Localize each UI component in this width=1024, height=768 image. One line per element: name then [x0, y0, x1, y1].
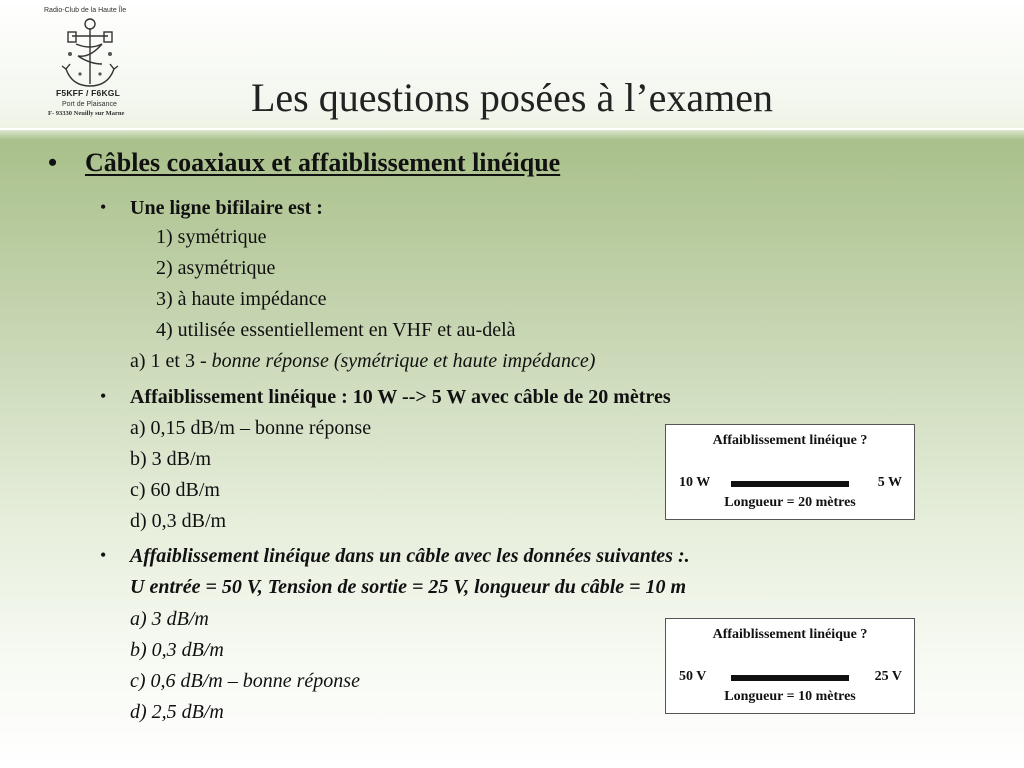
- club-address: F- 93330 Neuilly sur Marne: [48, 110, 125, 117]
- cable-icon: [731, 481, 849, 487]
- header-divider: [0, 128, 1024, 130]
- diagram-1-length: Longueur = 20 mètres: [724, 495, 856, 510]
- q3-option-c: c) 0,6 dB/m – bonne réponse: [130, 670, 360, 692]
- club-callsign: F5KFF / F6KGL: [56, 88, 120, 98]
- question-3-line-1: Affaiblissement linéique dans un câble avec les données suivantes :.: [130, 545, 690, 567]
- diagram-1-title: Affaiblissement linéique ?: [712, 433, 868, 448]
- diagram-2-title: Affaiblissement linéique ?: [712, 627, 868, 642]
- bullet: •: [100, 386, 107, 406]
- club-port: Port de Plaisance: [62, 101, 117, 108]
- q2-option-a: a) 0,15 dB/m – bonne réponse: [130, 417, 372, 439]
- question-1-text: Une ligne bifilaire est :: [130, 197, 323, 219]
- cable-diagram-1: [665, 424, 915, 520]
- q2-option-c: c) 60 dB/m: [130, 479, 220, 501]
- q1-answer-prefix: a) 1 et 3 -: [130, 350, 212, 372]
- q1-answer: [130, 350, 595, 373]
- q3-option-a: a) 3 dB/m: [130, 608, 209, 630]
- bullet: •: [48, 148, 58, 177]
- diagram-2-input: 50 V: [679, 669, 707, 684]
- diagram-1-input: 10 W: [679, 475, 711, 490]
- q1-option-2: 2) asymétrique: [156, 257, 276, 279]
- question-2-text: Affaiblissement linéique : 10 W --> 5 W avec câble de 20 mètres: [130, 386, 671, 408]
- club-name: Radio-Club de la Haute Île: [44, 7, 127, 14]
- q3-option-d: d) 2,5 dB/m: [130, 701, 224, 723]
- q2-option-d: d) 0,3 dB/m: [130, 510, 227, 532]
- q3-option-b: b) 0,3 dB/m: [130, 639, 224, 661]
- bullet: •: [100, 545, 107, 565]
- slide-header: [0, 0, 1024, 128]
- bullet: •: [100, 197, 107, 217]
- question-3-line-2: U entrée = 50 V, Tension de sortie = 25 V, longueur du câble = 10 m: [130, 576, 687, 598]
- q1-answer-note: bonne réponse (symétrique et haute impédance): [211, 350, 596, 372]
- q1-option-1: 1) symétrique: [156, 226, 267, 248]
- diagram-2-output: 25 V: [874, 669, 902, 684]
- slide-title: [0, 74, 1024, 121]
- section-heading-text: Câbles coaxiaux et affaiblissement linéique: [85, 148, 561, 177]
- diagram-1-output: 5 W: [877, 475, 902, 490]
- cable-diagram-2: [665, 618, 915, 714]
- q1-option-3: 3) à haute impédance: [156, 288, 327, 310]
- q1-option-4: 4) utilisée essentiellement en VHF et au-delà: [156, 319, 516, 341]
- diagram-2-length: Longueur = 10 mètres: [724, 689, 856, 704]
- cable-icon: [731, 675, 849, 681]
- q2-option-b: b) 3 dB/m: [130, 448, 212, 470]
- slide-title-text: Les questions posées à l’examen: [250, 75, 774, 120]
